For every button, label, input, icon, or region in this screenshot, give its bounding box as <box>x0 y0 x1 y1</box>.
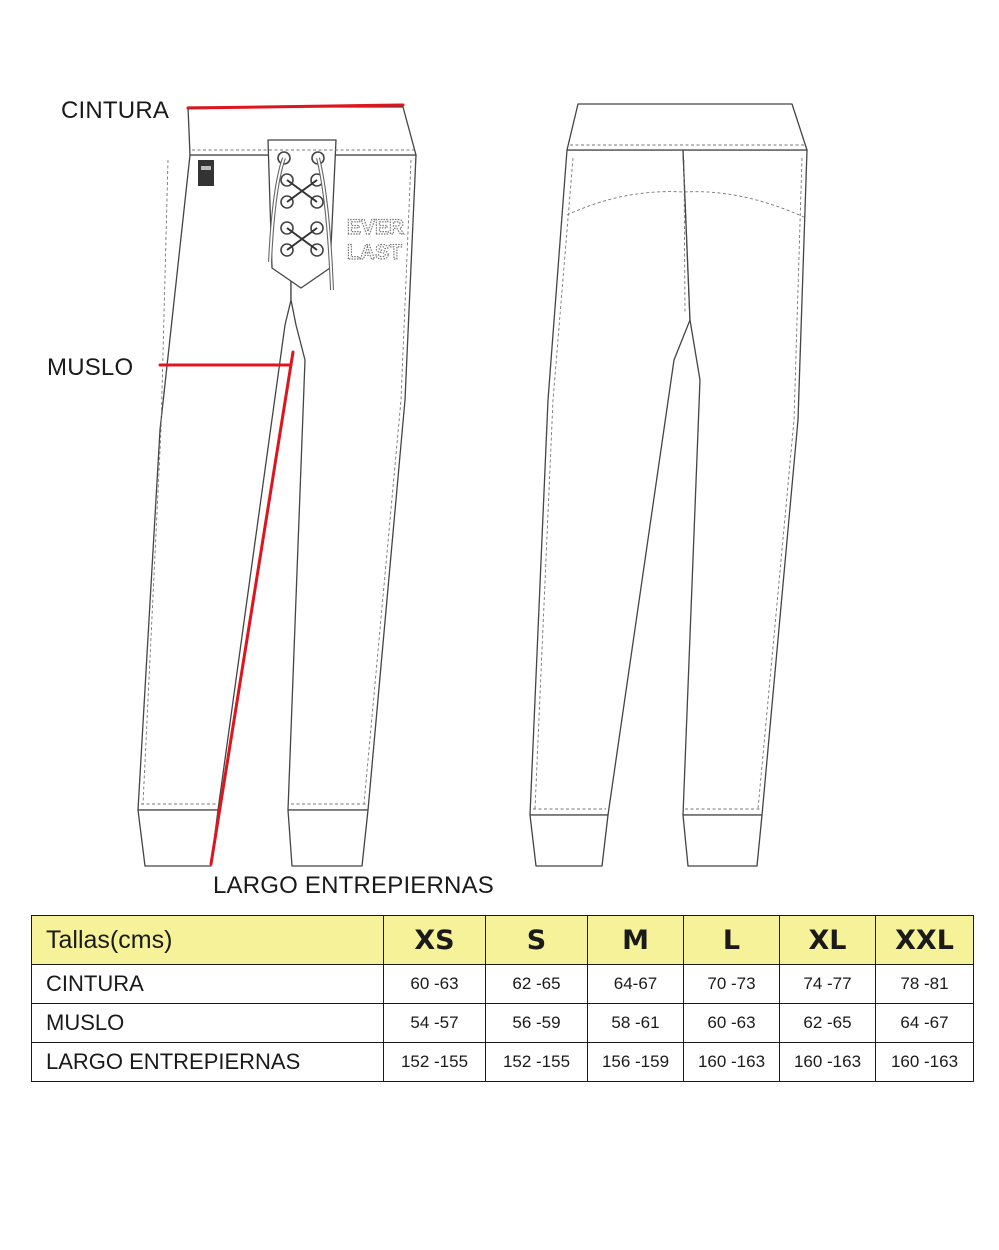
size-header-label: Tallas(cms) <box>32 916 384 965</box>
waist-row-label: CINTURA <box>32 965 384 1004</box>
size-l-header: L <box>684 916 780 965</box>
thigh-row-label: MUSLO <box>32 1004 384 1043</box>
table-row <box>32 1004 974 1043</box>
size-chart-table <box>31 915 974 1082</box>
waist-label: CINTURA <box>61 97 170 124</box>
back-waistband <box>567 104 807 150</box>
table-cell: 56 -59 <box>486 1004 588 1043</box>
svg-text:LAST: LAST <box>347 241 402 264</box>
front-right-cuff <box>288 810 368 866</box>
size-m-header: M <box>588 916 684 965</box>
table-cell: 70 -73 <box>684 965 780 1004</box>
table-cell: 160 -163 <box>876 1043 974 1082</box>
table-cell: 62 -65 <box>780 1004 876 1043</box>
size-xl-header: XL <box>780 916 876 965</box>
size-xs-header: XS <box>384 916 486 965</box>
table-cell: 74 -77 <box>780 965 876 1004</box>
front-left-cuff <box>138 810 218 866</box>
size-s-header: S <box>486 916 588 965</box>
table-cell: 64-67 <box>588 965 684 1004</box>
back-left-cuff <box>530 815 608 866</box>
table-cell: 152 -155 <box>486 1043 588 1082</box>
back-left-leg <box>530 150 690 815</box>
brand-tag <box>198 160 214 186</box>
table-cell: 64 -67 <box>876 1004 974 1043</box>
inseam-row-label: LARGO ENTREPIERNAS <box>32 1043 384 1082</box>
table-row <box>32 965 974 1004</box>
table-cell: 160 -163 <box>780 1043 876 1082</box>
back-right-cuff <box>683 815 762 866</box>
table-cell: 60 -63 <box>384 965 486 1004</box>
table-cell: 62 -65 <box>486 965 588 1004</box>
table-cell: 160 -163 <box>684 1043 780 1082</box>
table-row <box>32 1043 974 1082</box>
table-cell: 60 -63 <box>684 1004 780 1043</box>
inseam-label: LARGO ENTREPIERNAS <box>213 872 494 899</box>
table-cell: 54 -57 <box>384 1004 486 1043</box>
table-cell: 152 -155 <box>384 1043 486 1082</box>
back-view-pants <box>530 104 807 866</box>
thigh-label: MUSLO <box>47 354 134 381</box>
size-xxl-header: XXL <box>876 916 974 965</box>
svg-text:EVER: EVER <box>347 216 405 239</box>
front-left-leg <box>138 155 291 810</box>
table-cell: 78 -81 <box>876 965 974 1004</box>
table-cell: 58 -61 <box>588 1004 684 1043</box>
table-cell: 156 -159 <box>588 1043 684 1082</box>
front-view-pants <box>138 107 416 866</box>
size-header-row <box>32 916 974 965</box>
